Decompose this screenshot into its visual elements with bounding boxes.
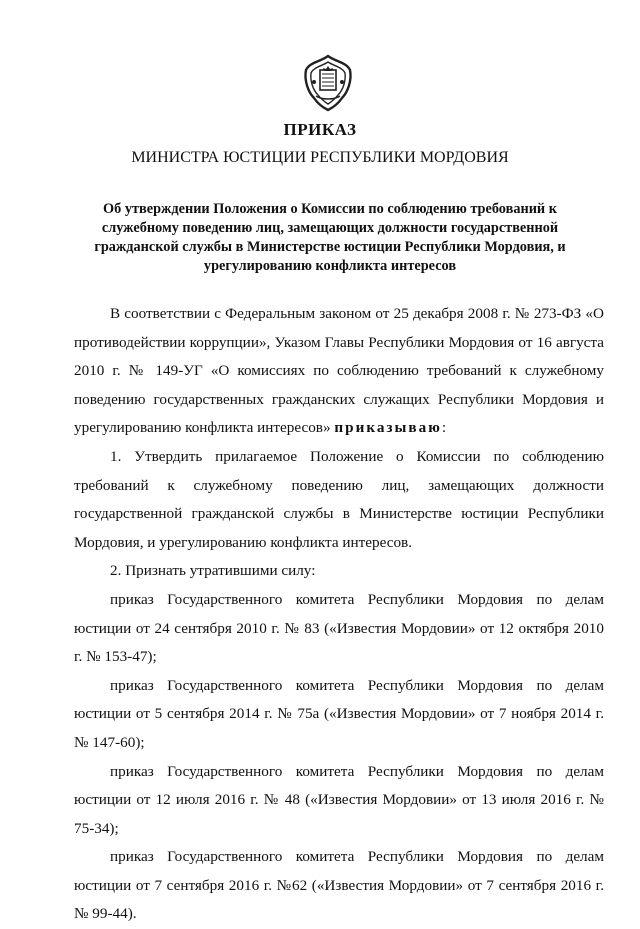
item-1-paragraph: 1. Утвердить прилагаемое Положение о Комиссии по соблюдению требований к служебному поведению лиц, замещающих должности государственной гражданской службы в Министерстве юстиции Республики Мордовия, и урегулированию конфликта интересов. [74,447,604,551]
order-word: приказываю [334,419,442,437]
document-subtitle: МИНИСТРА ЮСТИЦИИ РЕСПУБЛИКИ МОРДОВИЯ [131,149,509,166]
order-body [74,300,604,929]
preamble-paragraph [74,300,604,443]
heading-line: урегулированию конфликта интересов [203,258,457,274]
repealed-order-4: приказ Государственного комитета Республики Мордовия по делам юстиции от 7 сентября 2016 г. №62 («Известия Мордовии» от 7 сентября 2016 г. № 99-44). [74,848,604,923]
order-heading [70,200,590,276]
repealed-order-3: приказ Государственного комитета Республики Мордовия по делам юстиции от 12 июля 2016 г. № 48 («Известия Мордовии» от 13 июля 2016 г. № 75-34); [74,762,604,837]
repealed-order-1: приказ Государственного комитета Республики Мордовия по делам юстиции от 24 сентября 2010 г. № 83 («Известия Мордовии» от 12 октября 2010 г. № 153-47); [74,590,604,666]
heading-line: служебному поведению лиц, замещающих должности государственной [101,220,559,236]
repealed-order-2: приказ Государственного комитета Республики Мордовия по делам юстиции от 5 сентября 2014 г. № 75а («Известия Мордовии» от 7 ноября 2014 г. № 147-60); [74,676,604,751]
heading-line: гражданской службы в Министерстве юстиции Республики Мордовия, и [94,239,566,255]
item-2-paragraph: 2. Признать утратившими силу: [110,562,316,580]
heading-line: Об утверждении Положения о Комиссии по соблюдению требований к [102,201,557,217]
document-title: ПРИКАЗ [283,120,357,139]
coat-of-arms-icon [300,52,356,112]
preamble-text: В соответствии с Федеральным законом от 25 декабря 2008 г. № 273-ФЗ «О противодействии коррупции», Указом Главы Республики Мордовия от 16 августа 2010 г. № 149-УГ «О комиссиях по соблюдению требований к служебному поведению государственных гражданских служащих Республики Мордовия и урегулированию конфликта интересов» [74,305,604,437]
order-colon: : [441,419,447,437]
